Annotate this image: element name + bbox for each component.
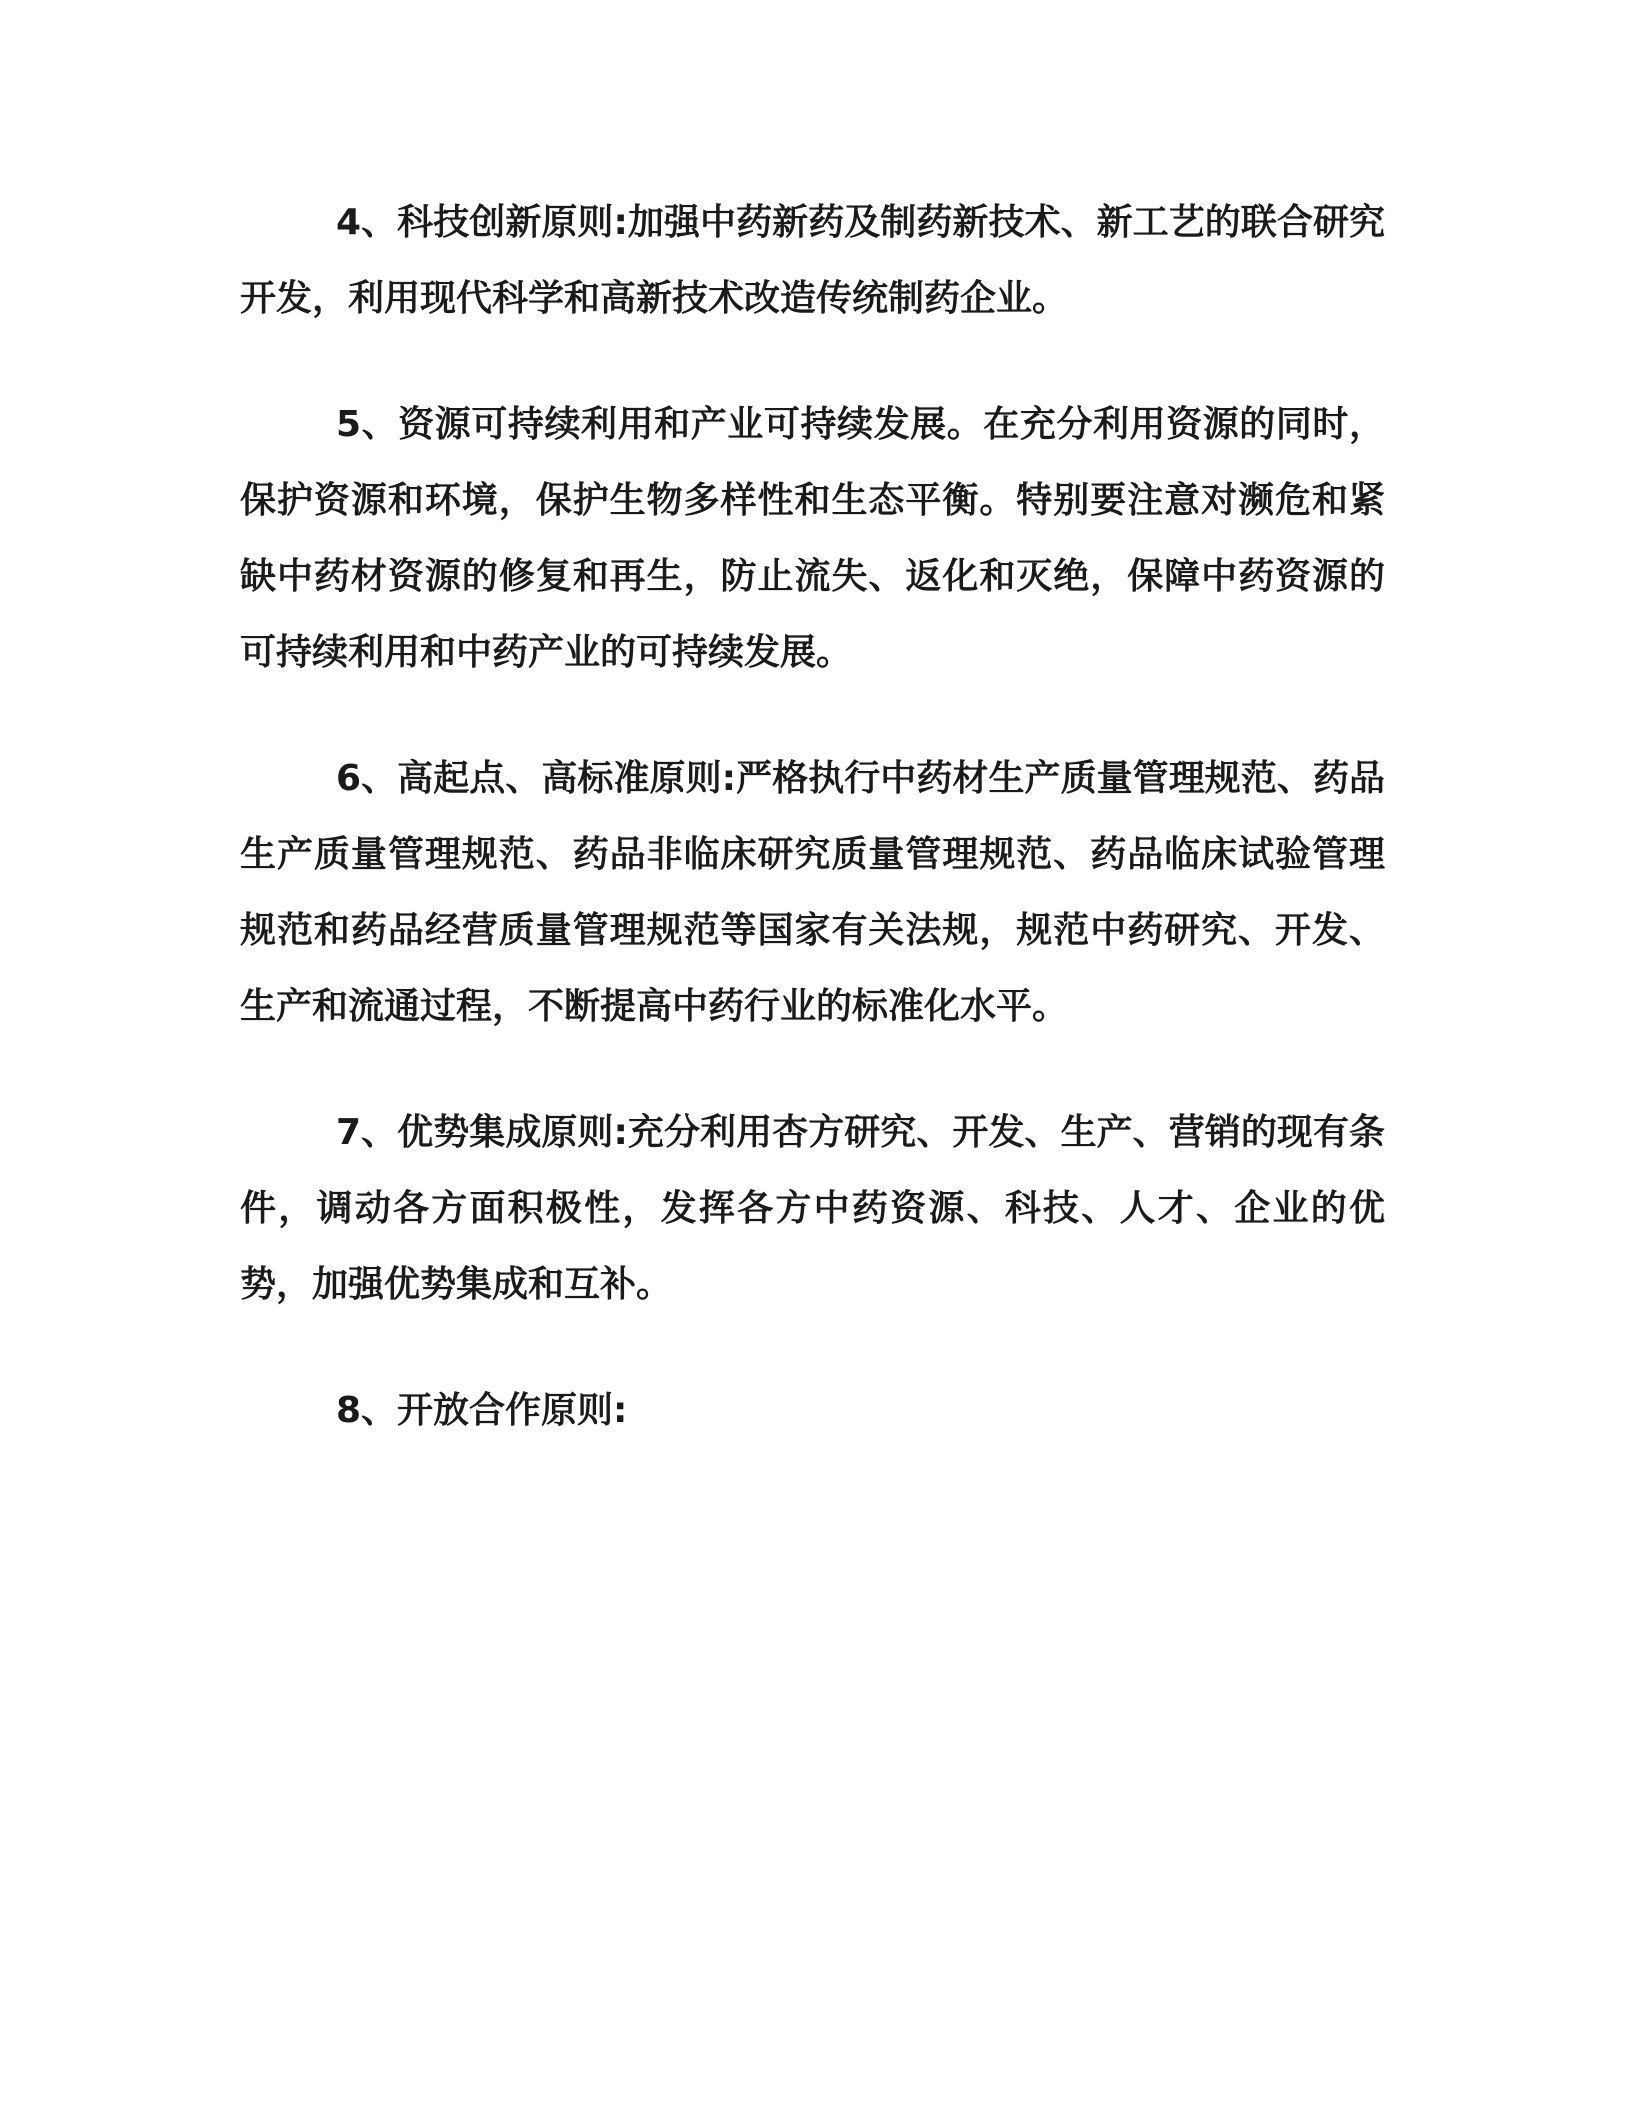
paragraph-principle-5: 5、资源可持续利用和产业可持续发展。在充分利用资源的同时，保护资源和环境，保护生物多样性和生态平衡。特别要注意对濒危和紧缺中药材资源的修复和再生，防止流失、返化和灭绝，保障中药资源的可持续利用和中药产业的可持续发展。 — [240, 404, 1385, 673]
paragraph-principle-7: 7、优势集成原则:充分利用杏方研究、开发、生产、营销的现有条件，调动各方面积极性，发挥各方中药资源、科技、人才、企业的优势，加强优势集成和互补。 — [240, 1112, 1385, 1305]
paragraph-principle-4: 4、科技创新原则:加强中药新药及制药新技术、新工艺的联合研究开发，利用现代科学和高新技术改造传统制药企业。 — [240, 202, 1385, 319]
paragraph-principle-6: 6、高起点、高标准原则:严格执行中药材生产质量管理规范、药品生产质量管理规范、药品非临床研究质量管理规范、药品临床试验管理规范和药品经营质量管理规范等国家有关法规，规范中药研究、开发、生产和流通过程，不断提高中药行业的标准化水平。 — [240, 758, 1385, 1027]
document-page — [240, 185, 1385, 1499]
paragraph-principle-8: 8、开放合作原则: — [336, 1390, 628, 1431]
